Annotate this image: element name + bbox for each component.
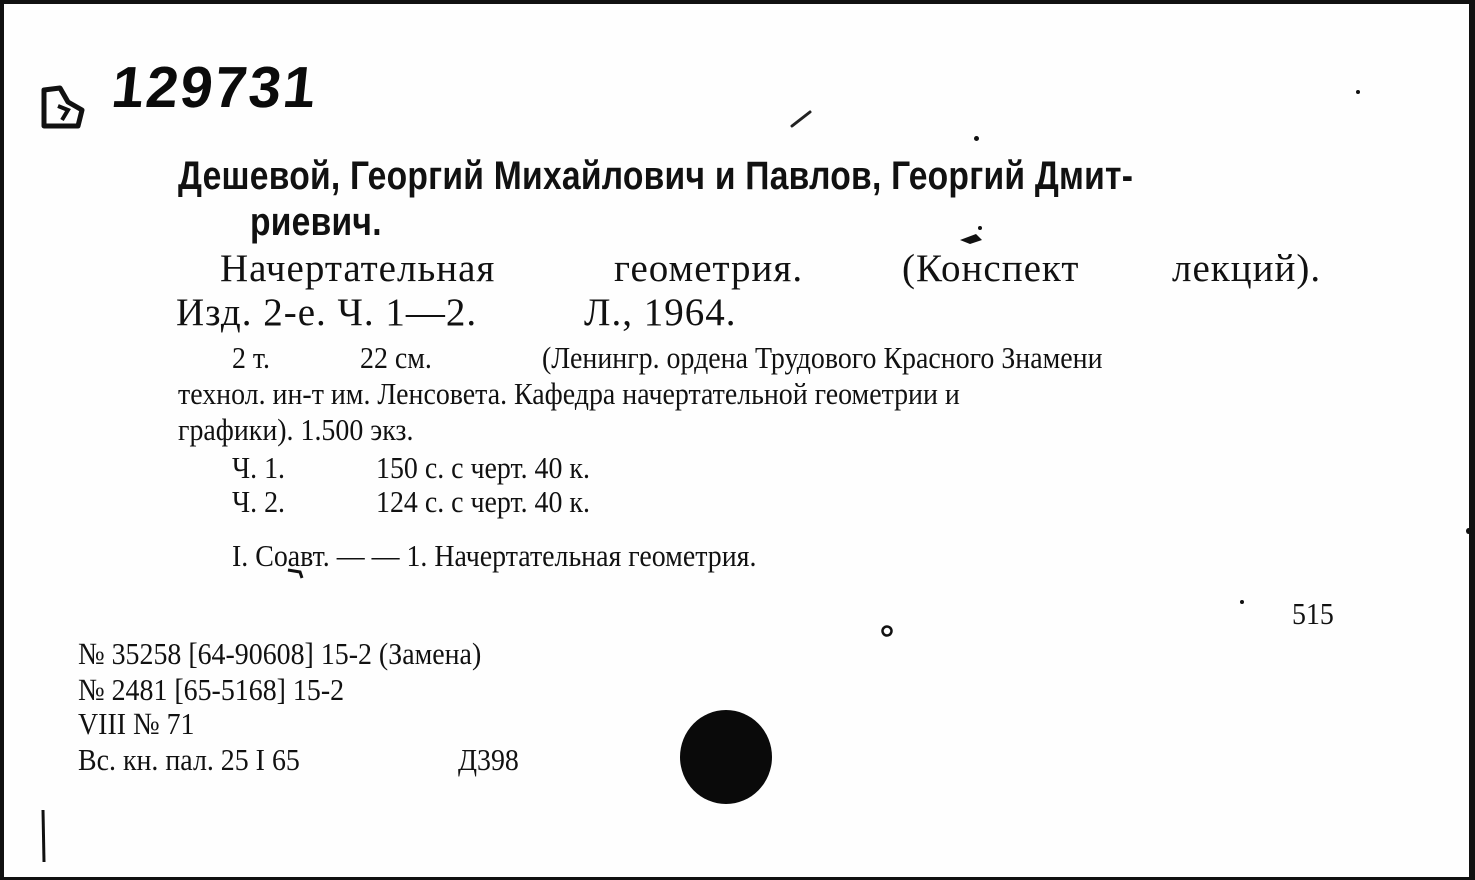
record-line-2: № 2481 [65-5168] 15-2 (78, 672, 345, 707)
description-size: 22 см. (360, 340, 432, 375)
volume-1-info: 150 с. с черт. 40 к. (376, 450, 590, 485)
authors-heading-line2: риевич. (250, 200, 382, 244)
record-line-4-right: Д398 (458, 742, 519, 777)
record-line-1: № 35258 [64-90608] 15-2 (Замена) (78, 636, 482, 671)
title-word-4: лекций). (1172, 247, 1322, 290)
small-circle-mark-icon (880, 624, 894, 638)
description-publisher-3: графики). 1.500 экз. (178, 412, 414, 447)
underline-mark-icon (286, 564, 306, 580)
description-publisher-2: технол. ин-т им. Ленсовета. Кафедра начертательной геометрии и (178, 376, 960, 411)
authors-heading-line1: Дешевой, Георгий Михайлович и Павлов, Георгий Дмит- (178, 154, 1134, 198)
edge-scratch-icon (38, 808, 50, 864)
record-line-4-left: Вс. кн. пал. 25 I 65 (78, 742, 300, 777)
title-word-3: (Конспект (902, 247, 1080, 290)
title-word-1: Начертательная (220, 247, 496, 290)
record-line-3: VIII № 71 (78, 706, 195, 741)
volume-2-info: 124 с. с черт. 40 к. (376, 484, 590, 519)
inventory-number: 129731 (108, 55, 321, 120)
volume-2-label: Ч. 2. (232, 484, 286, 519)
volume-1-label: Ч. 1. (232, 450, 286, 485)
tracings: I. Соавт. — — 1. Начертательная геометрия. (232, 538, 757, 573)
edition-info: Изд. 2-е. Ч. 1—2. (176, 291, 478, 334)
punch-hole-dot (680, 710, 772, 804)
pen-mark-icon (790, 110, 812, 128)
speck (1466, 528, 1471, 534)
ink-blot-icon (956, 222, 986, 248)
speck (1356, 90, 1360, 94)
inventory-stamp-icon (38, 80, 88, 132)
speck (974, 136, 979, 141)
speck (1240, 600, 1244, 604)
title-word-2: геометрия. (614, 247, 804, 290)
classification-number: 515 (1292, 596, 1334, 631)
imprint-info: Л., 1964. (584, 291, 737, 334)
description-volumes: 2 т. (232, 340, 270, 375)
description-publisher-1: (Ленингр. ордена Трудового Красного Знамени (542, 340, 1103, 375)
